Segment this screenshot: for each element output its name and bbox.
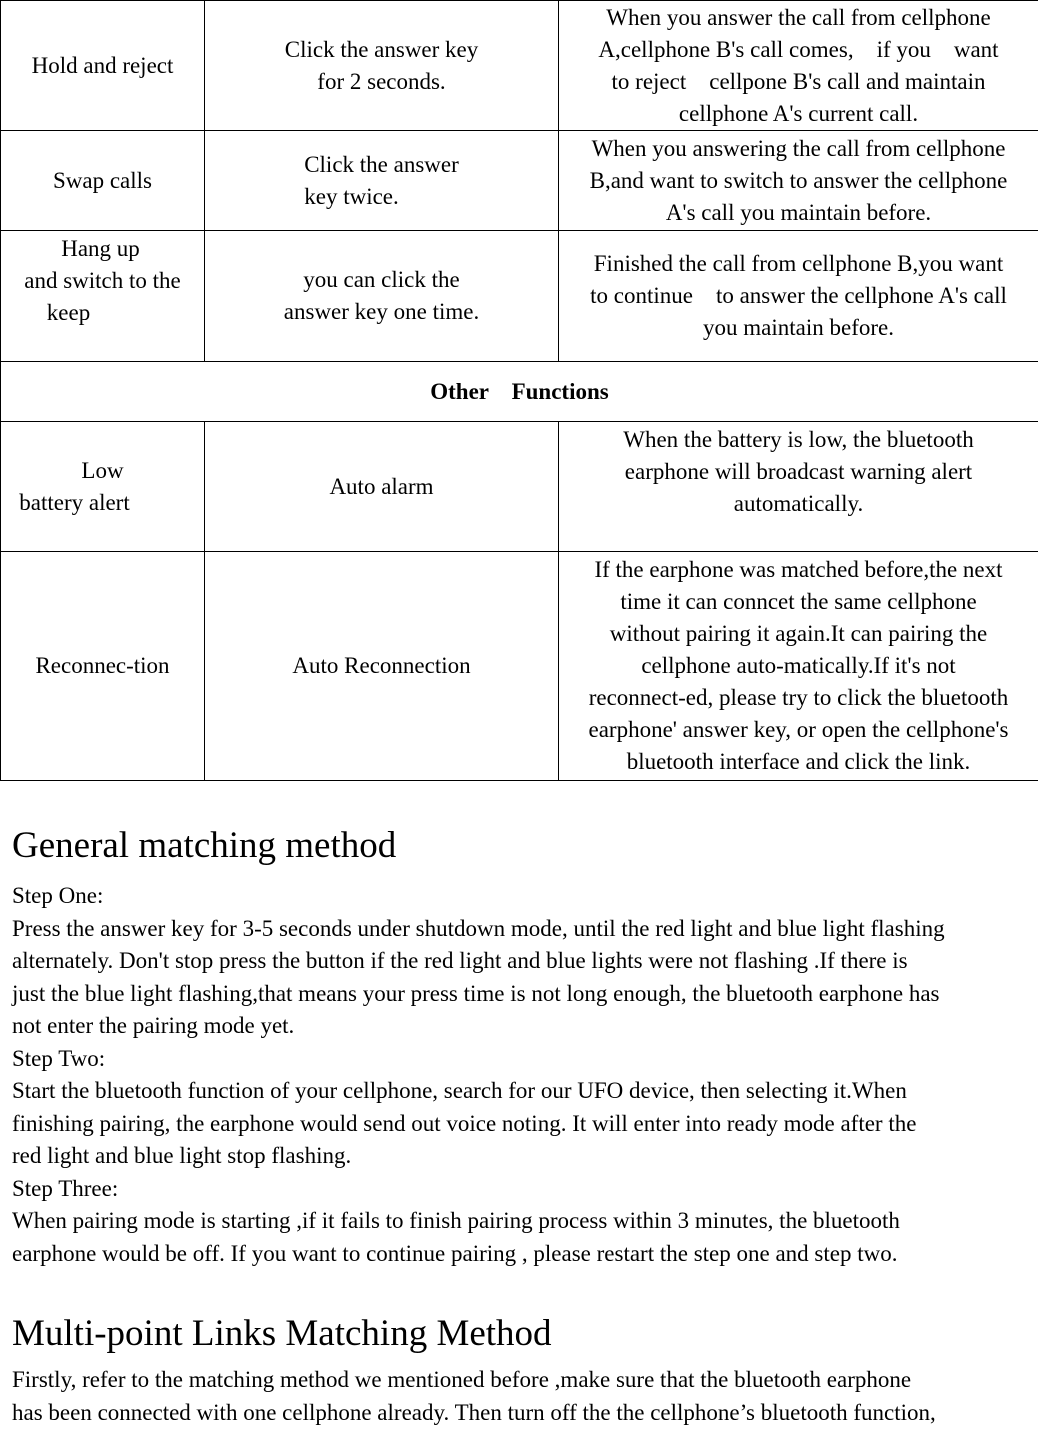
line: A's call you maintain before. bbox=[666, 200, 931, 225]
line: When the battery is low, the bluetooth bbox=[623, 427, 973, 452]
line: battery alert bbox=[19, 490, 129, 515]
line: A,cellphone B's call comes, if you want bbox=[598, 37, 998, 62]
line: Hang up bbox=[61, 236, 140, 261]
line: Auto Reconnection bbox=[292, 653, 470, 678]
step-one-label: Step One: bbox=[12, 880, 1032, 913]
line: bluetooth interface and click the link. bbox=[627, 749, 971, 774]
operation-cell bbox=[205, 552, 559, 781]
operation-cell bbox=[205, 1, 559, 131]
description-cell bbox=[559, 1, 1038, 131]
table-row bbox=[1, 422, 1038, 552]
table-row bbox=[1, 131, 1038, 231]
line: automatically. bbox=[734, 491, 863, 516]
line: to continue to answer the cellphone A's call bbox=[590, 283, 1007, 308]
step-two-line: Start the bluetooth function of your cellphone, search for our UFO device, then selecting it.When bbox=[12, 1075, 1032, 1108]
section-title: Other Functions bbox=[1, 362, 1038, 422]
paragraph-line: Firstly, refer to the matching method we mentioned before ,make sure that the bluetooth earphone bbox=[12, 1364, 1032, 1397]
function-cell bbox=[1, 131, 205, 231]
line: Low bbox=[81, 458, 123, 483]
step-three-line: When pairing mode is starting ,if it fails to finish pairing process within 3 minutes, the bluetooth bbox=[12, 1205, 1032, 1238]
step-three-line: earphone would be off. If you want to continue pairing , please restart the step one and step two. bbox=[12, 1238, 1032, 1271]
line: When you answering the call from cellphone bbox=[592, 136, 1006, 161]
line: reconnect-ed, please try to click the bluetooth bbox=[589, 685, 1009, 710]
function-cell bbox=[1, 422, 205, 552]
line: Hold and reject bbox=[32, 53, 174, 78]
line: without pairing it again.It can pairing the bbox=[610, 621, 987, 646]
general-matching-section bbox=[12, 824, 1032, 1270]
description-cell bbox=[559, 231, 1038, 362]
line: key twice. bbox=[304, 184, 399, 209]
line: earphone' answer key, or open the cellphone's bbox=[589, 717, 1009, 742]
table-row bbox=[1, 552, 1038, 781]
line: Reconnec-tion bbox=[35, 653, 169, 678]
line: time it can conncet the same cellphone bbox=[620, 589, 976, 614]
line: cellphone A's current call. bbox=[679, 101, 918, 126]
line: Finished the call from cellphone B,you want bbox=[594, 251, 1003, 276]
function-cell bbox=[1, 552, 205, 781]
section-heading: Multi-point Links Matching Method bbox=[12, 1312, 1032, 1356]
description-cell bbox=[559, 552, 1038, 781]
paragraph-line: has been connected with one cellphone already. Then turn off the the cellphone’s bluetooth function, bbox=[12, 1397, 1032, 1429]
line: you maintain before. bbox=[703, 315, 894, 340]
step-one-line: not enter the pairing mode yet. bbox=[12, 1010, 1032, 1043]
line: answer key one time. bbox=[284, 299, 479, 324]
operation-cell bbox=[205, 422, 559, 552]
line: earphone will broadcast warning alert bbox=[625, 459, 972, 484]
line: for 2 seconds. bbox=[317, 69, 445, 94]
line: If the earphone was matched before,the next bbox=[594, 557, 1002, 582]
line: Swap calls bbox=[53, 168, 152, 193]
line: Click the answer key bbox=[285, 37, 479, 62]
line: keep bbox=[47, 300, 90, 325]
description-cell bbox=[559, 422, 1038, 552]
step-two-line: finishing pairing, the earphone would send out voice noting. It will enter into ready mode after the bbox=[12, 1108, 1032, 1141]
line: cellphone auto-matically.If it's not bbox=[641, 653, 955, 678]
line: you can click the bbox=[303, 267, 459, 292]
section-heading: General matching method bbox=[12, 824, 1032, 868]
section-row bbox=[1, 362, 1038, 422]
line: and switch to the bbox=[24, 268, 181, 293]
operation-cell bbox=[205, 231, 559, 362]
description-cell bbox=[559, 131, 1038, 231]
line: When you answer the call from cellphone bbox=[606, 5, 990, 30]
table-row bbox=[1, 231, 1038, 362]
line: to reject cellpone B's call and maintain bbox=[612, 69, 986, 94]
operation-cell bbox=[205, 131, 559, 231]
step-one-line: Press the answer key for 3-5 seconds under shutdown mode, until the red light and blue light flashing bbox=[12, 913, 1032, 946]
step-two-label: Step Two: bbox=[12, 1043, 1032, 1076]
step-one-line: alternately. Don't stop press the button if the red light and blue lights were not flashing .If there is bbox=[12, 945, 1032, 978]
function-cell bbox=[1, 1, 205, 131]
multipoint-section bbox=[12, 1312, 1032, 1429]
function-cell bbox=[1, 231, 205, 362]
step-one-line: just the blue light flashing,that means your press time is not long enough, the bluetooth earphone has bbox=[12, 978, 1032, 1011]
step-three-label: Step Three: bbox=[12, 1173, 1032, 1206]
step-two-line: red light and blue light stop flashing. bbox=[12, 1140, 1032, 1173]
table-row bbox=[1, 1, 1038, 131]
line: Auto alarm bbox=[329, 474, 433, 499]
line: Click the answer bbox=[304, 152, 459, 177]
line: B,and want to switch to answer the cellphone bbox=[590, 168, 1008, 193]
